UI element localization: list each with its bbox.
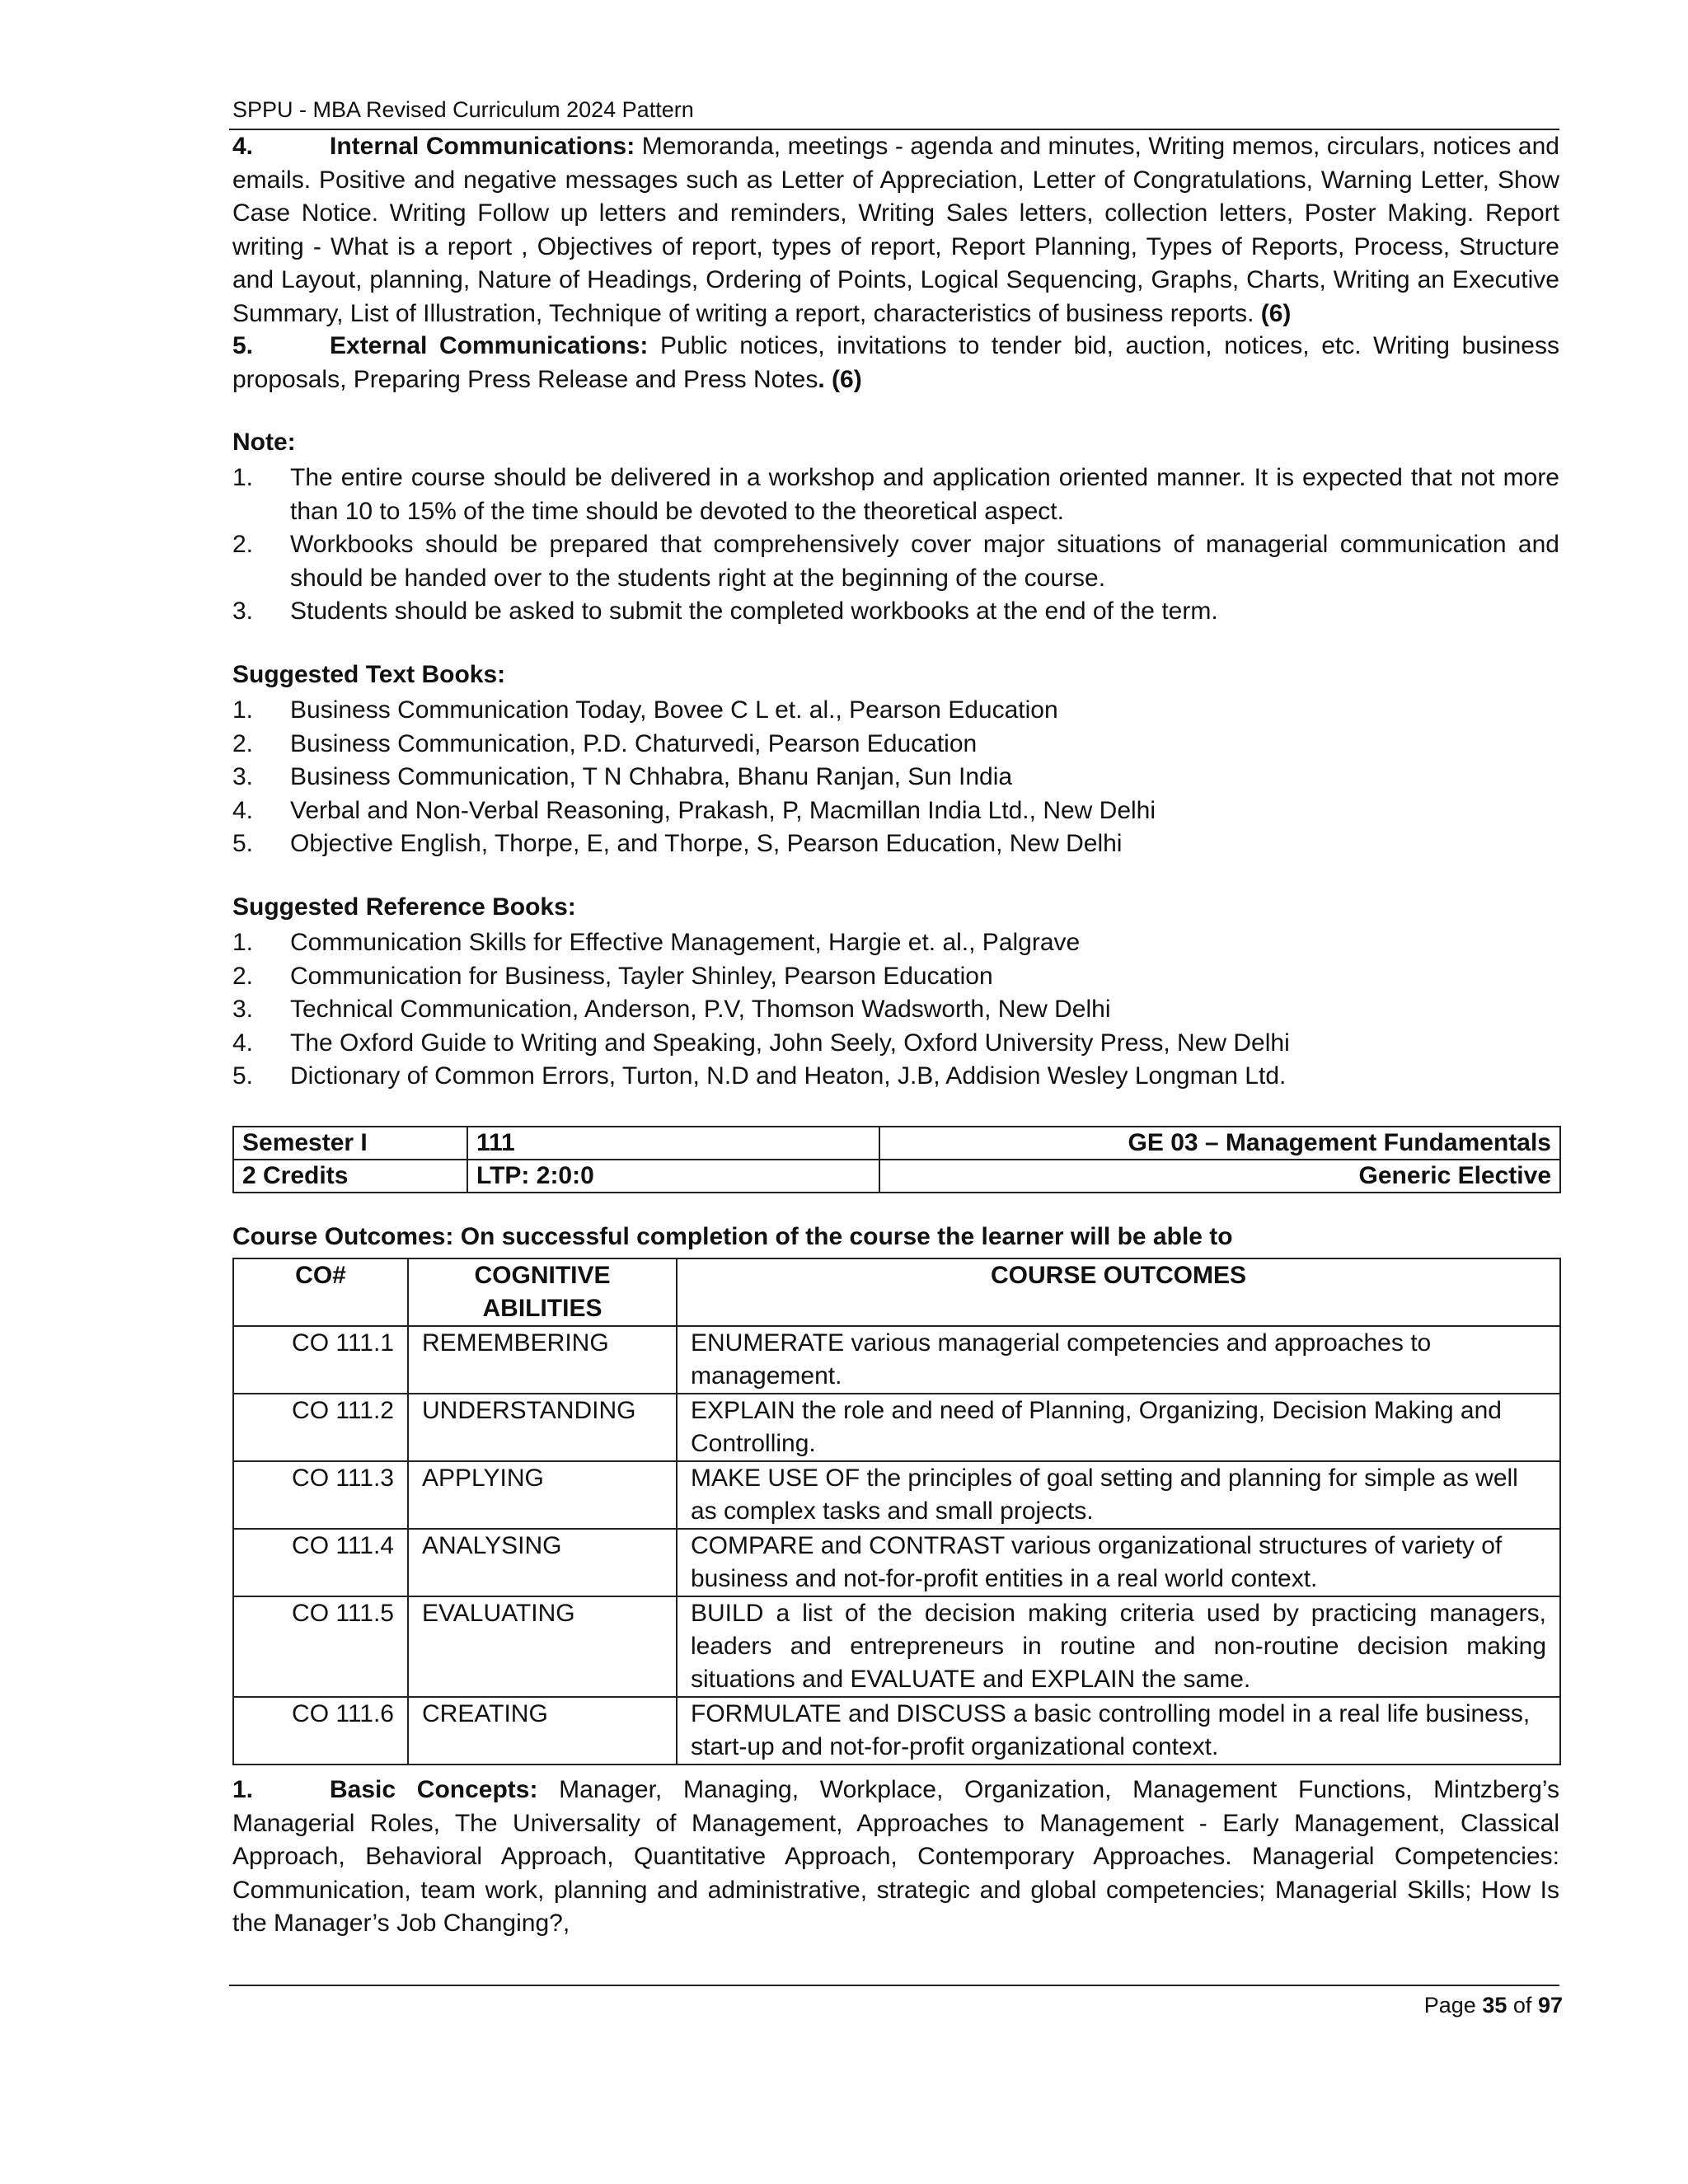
note-list <box>232 462 1559 629</box>
ltp-cell: LTP: 2:0:0 <box>467 1160 879 1193</box>
unit-title: External Communications: <box>330 332 649 359</box>
course-outcomes-heading: Course Outcomes: On successful completion of the course the learner will be able to <box>232 1223 1233 1250</box>
course-outcome: BUILD a list of the decision making criteria used by practicing managers, leaders and entrepreneurs in routine and non-routine decision making situations and EVALUATE and EXPLAIN the same. <box>677 1596 1560 1697</box>
column-header: COGNITIVE ABILITIES <box>408 1258 677 1326</box>
table-row <box>233 1127 1560 1160</box>
text-books-heading: Suggested Text Books: <box>232 661 506 688</box>
credits-cell: 2 Credits <box>233 1160 467 1193</box>
list-item: 1. The entire course should be delivered in a workshop and application oriented manner. It is expected that not more than 10 to 15% of the time should be devoted to the theoretical aspect. <box>232 464 1559 525</box>
unit-title: Internal Communications: <box>330 133 635 160</box>
co-number: CO 111.2 <box>233 1394 408 1461</box>
unit-number: 1. <box>232 1776 254 1803</box>
list-item: 3. Business Communication, T N Chhabra, Bhanu Ranjan, Sun India <box>232 763 1013 790</box>
co-number: CO 111.6 <box>233 1697 408 1765</box>
column-header: CO# <box>233 1258 408 1326</box>
course-title-cell: GE 03 – Management Fundamentals <box>879 1127 1560 1160</box>
table-row <box>233 1529 1560 1596</box>
table-row <box>233 1160 1560 1193</box>
list-item: 4. Verbal and Non-Verbal Reasoning, Prakash, P, Macmillan India Ltd., New Delhi <box>232 796 1156 824</box>
table-header-row <box>233 1258 1560 1326</box>
list-item: 5. Dictionary of Common Errors, Turton, N.D and Heaton, J.B, Addision Wesley Longman Ltd. <box>232 1062 1287 1090</box>
course-outcome: ENUMERATE various managerial competencies and approaches to management. <box>677 1326 1560 1394</box>
unit-5-paragraph <box>232 330 1559 396</box>
cognitive-ability: ANALYSING <box>408 1529 677 1596</box>
table-row <box>233 1697 1560 1765</box>
cognitive-ability: REMEMBERING <box>408 1326 677 1394</box>
course-type-cell: Generic Elective <box>879 1160 1560 1193</box>
reference-books-heading: Suggested Reference Books: <box>232 893 576 921</box>
unit-body: Memoranda, meetings - agenda and minutes, Writing memos, circulars, notices and emails. Positive and negative messages such as Letter of Appreciation, Letter of Congratulations, Warning Letter, Show Case Notice. Writing Follow up letters and reminders, Writing Sales letters, collection letters, Poster Making. Report writing - What is a report , Objectives of report, types of report, Report Planning, Types of Reports, Process, Structure and Layout, planning, Nature of Headings, Ordering of Points, Logical Sequencing, Graphs, Charts, Writing an Executive Summary, List of Illustration, Technique of writing a report, characteristics of business reports. <box>232 133 1559 327</box>
page-number: Page 35 of 97 <box>1423 1993 1563 2018</box>
course-outcomes-table <box>232 1258 1561 1765</box>
course-outcome: COMPARE and CONTRAST various organizational structures of variety of business and not-for-profit entities in a real world context. <box>677 1529 1560 1596</box>
reference-books-list <box>232 926 1559 1094</box>
table-row <box>233 1326 1560 1394</box>
unit-body: Public notices, invitations to tender bid, auction, notices, etc. Writing business proposals, Preparing Press Release and Press Notes <box>232 332 1559 393</box>
running-header: SPPU - MBA Revised Curriculum 2024 Pattern <box>232 97 694 122</box>
list-item: 1. Business Communication Today, Bovee C L et. al., Pearson Education <box>232 696 1058 724</box>
text-books-list <box>232 694 1559 861</box>
table-row <box>233 1461 1560 1529</box>
table-row <box>233 1596 1560 1697</box>
list-item: 2. Business Communication, P.D. Chaturvedi, Pearson Education <box>232 729 978 757</box>
unit-hours: . (6) <box>818 365 862 393</box>
list-item: 2. Workbooks should be prepared that comprehensively cover major situations of managerial communication and should be handed over to the students right at the beginning of the course. <box>232 531 1559 592</box>
co-number: CO 111.1 <box>233 1326 408 1394</box>
note-heading: Note: <box>232 429 296 456</box>
course-code-cell: 111 <box>467 1127 879 1160</box>
cognitive-ability: UNDERSTANDING <box>408 1394 677 1461</box>
unit-4-paragraph <box>232 130 1559 330</box>
unit-body: Manager, Managing, Workplace, Organization, Management Functions, Mintzberg’s Managerial Roles, The Universality of Management, Approaches to Management - Early Management, Classical Approach, Behavioral Approach, Quantitative Approach, Contemporary Approaches. Managerial Competencies: Communication, team work, planning and administrative, strategic and global competencies; Managerial Skills; How Is the Manager’s Job Changing?, <box>232 1776 1559 1937</box>
cognitive-ability: CREATING <box>408 1697 677 1765</box>
co-number: CO 111.4 <box>233 1529 408 1596</box>
list-item: 1. Communication Skills for Effective Management, Hargie et. al., Palgrave <box>232 929 1081 956</box>
list-item: 2. Communication for Business, Tayler Shinley, Pearson Education <box>232 962 993 990</box>
table-row <box>233 1394 1560 1461</box>
unit-number: 4. <box>232 133 254 160</box>
semester-cell: Semester I <box>233 1127 467 1160</box>
course-info-table <box>232 1126 1561 1193</box>
co-number: CO 111.3 <box>233 1461 408 1529</box>
cognitive-ability: EVALUATING <box>408 1596 677 1697</box>
course-outcome: FORMULATE and DISCUSS a basic controlling model in a real life business, start-up and not-for-profit organizational context. <box>677 1697 1560 1765</box>
list-item: 3. Technical Communication, Anderson, P.V, Thomson Wadsworth, New Delhi <box>232 996 1111 1023</box>
unit-title: Basic Concepts: <box>330 1776 538 1803</box>
co-number: CO 111.5 <box>233 1596 408 1697</box>
course-outcome: EXPLAIN the role and need of Planning, Organizing, Decision Making and Controlling. <box>677 1394 1560 1461</box>
list-item: 3. Students should be asked to submit the completed workbooks at the end of the term. <box>232 598 1218 625</box>
column-header: COURSE OUTCOMES <box>677 1258 1560 1326</box>
course-outcome: MAKE USE OF the principles of goal setting and planning for simple as well as complex tasks and small projects. <box>677 1461 1560 1529</box>
unit-number: 5. <box>232 332 254 359</box>
unit-hours: (6) <box>1254 299 1292 327</box>
footer-divider <box>229 1985 1559 1986</box>
list-item: 4. The Oxford Guide to Writing and Speaking, John Seely, Oxford University Press, New Delhi <box>232 1029 1290 1057</box>
list-item: 5. Objective English, Thorpe, E, and Thorpe, S, Pearson Education, New Delhi <box>232 830 1123 857</box>
cognitive-ability: APPLYING <box>408 1461 677 1529</box>
unit-1-paragraph <box>232 1774 1559 1941</box>
